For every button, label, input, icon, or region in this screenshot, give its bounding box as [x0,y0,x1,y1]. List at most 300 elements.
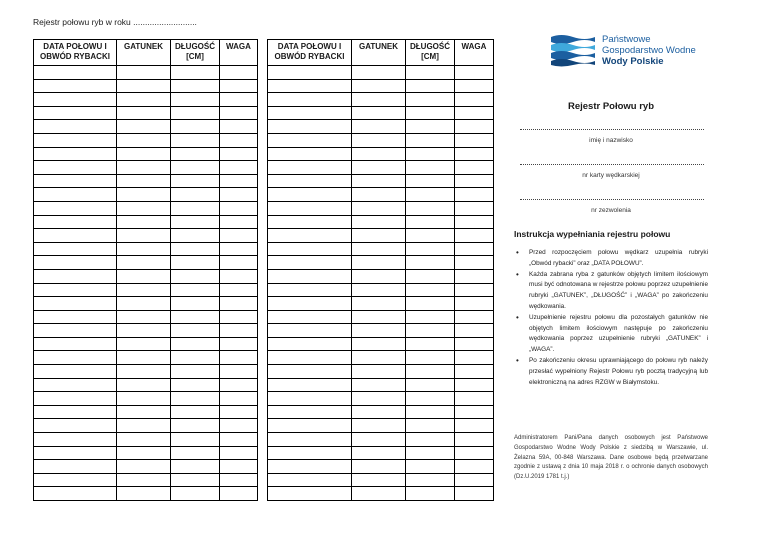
weight-cell[interactable] [220,66,258,80]
weight-cell[interactable] [220,419,258,433]
length-cell[interactable] [171,446,220,460]
length-cell[interactable] [171,242,220,256]
weight-cell[interactable] [455,161,494,175]
length-cell[interactable] [406,93,455,107]
weight-cell[interactable] [455,460,494,474]
length-cell[interactable] [171,215,220,229]
date-district-cell[interactable] [268,324,352,338]
date-district-cell[interactable] [34,256,117,270]
table-row [268,269,494,283]
species-cell[interactable] [352,365,406,379]
length-cell[interactable] [406,106,455,120]
weight-cell[interactable] [220,460,258,474]
length-cell[interactable] [171,147,220,161]
species-cell[interactable] [352,283,406,297]
date-district-cell[interactable] [34,473,117,487]
species-cell[interactable] [117,324,171,338]
table-row [34,229,258,243]
date-district-cell[interactable] [34,147,117,161]
date-district-cell[interactable] [34,93,117,107]
length-cell[interactable] [406,188,455,202]
table-row [34,133,258,147]
weight-cell[interactable] [220,133,258,147]
length-cell[interactable] [171,229,220,243]
species-cell[interactable] [352,446,406,460]
date-district-cell[interactable] [268,392,352,406]
instruction-item: • Przed rozpoczęciem połowu wędkarz uzupełnia rubryki „Obwód rybacki” oraz „DATA POŁOWU”. [514,248,708,270]
length-cell[interactable] [171,120,220,134]
length-cell[interactable] [406,405,455,419]
permit-fill-line[interactable] [520,199,704,200]
instructions-list [514,248,708,388]
date-district-cell[interactable] [34,66,117,80]
date-district-cell[interactable] [34,378,117,392]
logo-text-line3: Wody Polskie [602,55,664,67]
weight-cell[interactable] [220,324,258,338]
length-cell[interactable] [171,174,220,188]
permit-caption: nr zezwolenia [591,207,631,214]
weight-cell[interactable] [220,433,258,447]
weight-cell[interactable] [455,201,494,215]
length-cell[interactable] [171,161,220,175]
species-cell[interactable] [352,161,406,175]
species-cell[interactable] [117,365,171,379]
species-cell[interactable] [117,66,171,80]
weight-cell[interactable] [220,229,258,243]
date-district-cell[interactable] [34,365,117,379]
weight-cell[interactable] [455,79,494,93]
species-cell[interactable] [117,256,171,270]
weight-cell[interactable] [220,378,258,392]
weight-cell[interactable] [455,297,494,311]
weight-cell[interactable] [220,297,258,311]
species-cell[interactable] [117,242,171,256]
species-cell[interactable] [352,93,406,107]
length-cell[interactable] [406,378,455,392]
weight-cell[interactable] [455,242,494,256]
table-row [268,324,494,338]
date-district-cell[interactable] [268,283,352,297]
date-district-cell[interactable] [268,337,352,351]
species-cell[interactable] [117,174,171,188]
species-cell[interactable] [352,120,406,134]
weight-cell[interactable] [455,324,494,338]
length-cell[interactable] [171,419,220,433]
species-cell[interactable] [352,229,406,243]
table-row [268,161,494,175]
date-district-cell[interactable] [268,256,352,270]
species-cell[interactable] [352,133,406,147]
date-district-cell[interactable] [268,269,352,283]
table-row [268,405,494,419]
length-cell[interactable] [171,256,220,270]
species-cell[interactable] [117,392,171,406]
table-row [34,460,258,474]
table-row [268,460,494,474]
weight-cell[interactable] [220,283,258,297]
table-row [268,242,494,256]
weight-cell[interactable] [220,215,258,229]
date-district-cell[interactable] [34,337,117,351]
table-row [34,378,258,392]
weight-cell[interactable] [455,93,494,107]
weight-cell[interactable] [455,120,494,134]
species-cell[interactable] [117,460,171,474]
length-cell[interactable] [406,419,455,433]
date-district-cell[interactable] [34,161,117,175]
species-cell[interactable] [117,405,171,419]
length-cell[interactable] [171,79,220,93]
species-cell[interactable] [352,324,406,338]
table-row [268,215,494,229]
species-cell[interactable] [117,433,171,447]
length-cell[interactable] [171,297,220,311]
length-cell[interactable] [171,460,220,474]
table-row [268,106,494,120]
species-cell[interactable] [117,147,171,161]
table-row [268,79,494,93]
length-cell[interactable] [406,433,455,447]
date-district-cell[interactable] [34,283,117,297]
weight-cell[interactable] [220,487,258,501]
instruction-item: • Każda zabrana ryba z gatunków objętych limitem ilościowym musi być odnotowana w rejestrze połowu poprzez uzupełnienie rubryki „GATUNEK”, „DŁUGOŚĆ” i „WAGA” po zakończeniu wędkowania. [514,270,708,313]
table-row [268,256,494,270]
weight-cell[interactable] [455,473,494,487]
table-row [34,174,258,188]
species-cell[interactable] [352,201,406,215]
date-district-cell[interactable] [34,310,117,324]
species-cell[interactable] [117,188,171,202]
date-district-cell[interactable] [268,419,352,433]
species-cell[interactable] [117,378,171,392]
species-cell[interactable] [352,147,406,161]
length-cell[interactable] [406,147,455,161]
name-fill-line[interactable] [520,129,704,130]
length-cell[interactable] [406,201,455,215]
length-cell[interactable] [171,201,220,215]
table-row [268,473,494,487]
weight-cell[interactable] [220,188,258,202]
species-cell[interactable] [352,487,406,501]
species-cell[interactable] [117,229,171,243]
weight-cell[interactable] [455,351,494,365]
date-district-cell[interactable] [34,297,117,311]
species-cell[interactable] [352,433,406,447]
weight-cell[interactable] [455,310,494,324]
length-cell[interactable] [171,351,220,365]
weight-cell[interactable] [220,269,258,283]
length-cell[interactable] [406,133,455,147]
date-district-cell[interactable] [34,419,117,433]
length-cell[interactable] [406,283,455,297]
date-district-cell[interactable] [268,433,352,447]
date-district-cell[interactable] [268,201,352,215]
date-district-cell[interactable] [34,242,117,256]
weight-cell[interactable] [455,405,494,419]
table-row [268,392,494,406]
weight-cell[interactable] [220,310,258,324]
weight-cell[interactable] [220,106,258,120]
length-cell[interactable] [171,378,220,392]
length-cell[interactable] [406,446,455,460]
header-weight: WAGA [455,40,494,66]
length-cell[interactable] [171,133,220,147]
species-cell[interactable] [117,201,171,215]
date-district-cell[interactable] [268,120,352,134]
length-cell[interactable] [406,215,455,229]
date-district-cell[interactable] [34,174,117,188]
date-district-cell[interactable] [268,133,352,147]
table-header-row [34,40,258,66]
length-cell[interactable] [406,256,455,270]
date-district-cell[interactable] [34,269,117,283]
length-cell[interactable] [406,460,455,474]
weight-cell[interactable] [220,201,258,215]
table-row [34,473,258,487]
species-cell[interactable] [117,351,171,365]
species-cell[interactable] [352,188,406,202]
species-cell[interactable] [352,242,406,256]
weight-cell[interactable] [455,487,494,501]
table-row [34,120,258,134]
table-row [34,215,258,229]
length-cell[interactable] [406,297,455,311]
weight-cell[interactable] [455,106,494,120]
date-district-cell[interactable] [34,229,117,243]
weight-cell[interactable] [220,256,258,270]
weight-cell[interactable] [455,269,494,283]
length-cell[interactable] [406,242,455,256]
weight-cell[interactable] [455,365,494,379]
weight-cell[interactable] [455,188,494,202]
length-cell[interactable] [171,310,220,324]
weight-cell[interactable] [455,229,494,243]
weight-cell[interactable] [455,66,494,80]
species-cell[interactable] [117,446,171,460]
date-district-cell[interactable] [34,324,117,338]
table-header-row [268,40,494,66]
length-cell[interactable] [406,473,455,487]
species-cell[interactable] [352,351,406,365]
species-cell[interactable] [352,460,406,474]
length-cell[interactable] [171,337,220,351]
weight-cell[interactable] [455,337,494,351]
species-cell[interactable] [352,392,406,406]
species-cell[interactable] [352,419,406,433]
length-cell[interactable] [171,473,220,487]
species-cell[interactable] [117,93,171,107]
species-cell[interactable] [352,337,406,351]
date-district-cell[interactable] [268,93,352,107]
length-cell[interactable] [406,337,455,351]
weight-cell[interactable] [455,283,494,297]
species-cell[interactable] [117,133,171,147]
date-district-cell[interactable] [34,188,117,202]
length-cell[interactable] [171,392,220,406]
length-cell[interactable] [406,392,455,406]
species-cell[interactable] [352,215,406,229]
weight-cell[interactable] [455,174,494,188]
length-cell[interactable] [406,351,455,365]
weight-cell[interactable] [455,419,494,433]
weight-cell[interactable] [455,133,494,147]
table-row [34,79,258,93]
date-district-cell[interactable] [268,188,352,202]
date-district-cell[interactable] [268,351,352,365]
weight-cell[interactable] [220,337,258,351]
species-cell[interactable] [352,310,406,324]
date-district-cell[interactable] [268,310,352,324]
weight-cell[interactable] [455,215,494,229]
species-cell[interactable] [117,120,171,134]
weight-cell[interactable] [455,378,494,392]
weight-cell[interactable] [455,446,494,460]
table-row [268,93,494,107]
length-cell[interactable] [171,269,220,283]
length-cell[interactable] [171,66,220,80]
table-row [268,365,494,379]
date-district-cell[interactable] [268,378,352,392]
date-district-cell[interactable] [268,215,352,229]
weight-cell[interactable] [220,392,258,406]
length-cell[interactable] [406,66,455,80]
species-cell[interactable] [352,66,406,80]
weight-cell[interactable] [220,351,258,365]
table-row [34,310,258,324]
species-cell[interactable] [117,487,171,501]
species-cell[interactable] [352,174,406,188]
length-cell[interactable] [171,433,220,447]
length-cell[interactable] [171,405,220,419]
table-row [268,201,494,215]
date-district-cell[interactable] [34,215,117,229]
date-district-cell[interactable] [34,201,117,215]
species-cell[interactable] [352,269,406,283]
fishing-card-fill-line[interactable] [520,164,704,165]
species-cell[interactable] [352,473,406,487]
weight-cell[interactable] [220,161,258,175]
weight-cell[interactable] [220,93,258,107]
table-row [34,324,258,338]
date-district-cell[interactable] [268,405,352,419]
weight-cell[interactable] [455,256,494,270]
date-district-cell[interactable] [268,446,352,460]
species-cell[interactable] [352,297,406,311]
length-cell[interactable] [171,188,220,202]
length-cell[interactable] [406,120,455,134]
species-cell[interactable] [352,405,406,419]
length-cell[interactable] [406,161,455,175]
species-cell[interactable] [352,79,406,93]
weight-cell[interactable] [455,147,494,161]
date-district-cell[interactable] [268,174,352,188]
date-district-cell[interactable] [268,66,352,80]
logo-text-line1: Państwowe [602,33,651,45]
weight-cell[interactable] [455,392,494,406]
species-cell[interactable] [352,256,406,270]
length-cell[interactable] [406,310,455,324]
species-cell[interactable] [352,106,406,120]
date-district-cell[interactable] [268,297,352,311]
date-district-cell[interactable] [34,405,117,419]
table-row [268,297,494,311]
length-cell[interactable] [171,106,220,120]
table-row [34,161,258,175]
length-cell[interactable] [171,283,220,297]
species-cell[interactable] [117,106,171,120]
date-district-cell[interactable] [268,460,352,474]
species-cell[interactable] [117,269,171,283]
date-district-cell[interactable] [34,133,117,147]
date-district-cell[interactable] [268,106,352,120]
date-district-cell[interactable] [268,365,352,379]
species-cell[interactable] [117,161,171,175]
date-district-cell[interactable] [268,229,352,243]
weight-cell[interactable] [220,79,258,93]
species-cell[interactable] [117,283,171,297]
weight-cell[interactable] [220,446,258,460]
weight-cell[interactable] [220,405,258,419]
date-district-cell[interactable] [268,79,352,93]
table-row [268,147,494,161]
date-district-cell[interactable] [34,392,117,406]
date-district-cell[interactable] [268,147,352,161]
length-cell[interactable] [406,365,455,379]
species-cell[interactable] [352,378,406,392]
weight-cell[interactable] [220,120,258,134]
date-district-cell[interactable] [268,242,352,256]
species-cell[interactable] [117,419,171,433]
species-cell[interactable] [117,215,171,229]
date-district-cell[interactable] [268,487,352,501]
weight-cell[interactable] [220,242,258,256]
date-district-cell[interactable] [34,106,117,120]
date-district-cell[interactable] [34,446,117,460]
weight-cell[interactable] [220,365,258,379]
table-row [34,392,258,406]
date-district-cell[interactable] [34,351,117,365]
weight-cell[interactable] [220,147,258,161]
length-cell[interactable] [406,324,455,338]
date-district-cell[interactable] [268,161,352,175]
length-cell[interactable] [406,269,455,283]
date-district-cell[interactable] [268,473,352,487]
species-cell[interactable] [117,310,171,324]
date-district-cell[interactable] [34,460,117,474]
length-cell[interactable] [406,79,455,93]
length-cell[interactable] [171,365,220,379]
date-district-cell[interactable] [34,79,117,93]
length-cell[interactable] [406,229,455,243]
species-cell[interactable] [117,337,171,351]
date-district-cell[interactable] [34,433,117,447]
length-cell[interactable] [171,93,220,107]
table-row [34,93,258,107]
species-cell[interactable] [117,473,171,487]
length-cell[interactable] [171,487,220,501]
date-district-cell[interactable] [34,487,117,501]
length-cell[interactable] [406,487,455,501]
species-cell[interactable] [117,79,171,93]
length-cell[interactable] [171,324,220,338]
weight-cell[interactable] [220,473,258,487]
weight-cell[interactable] [455,433,494,447]
length-cell[interactable] [406,174,455,188]
species-cell[interactable] [117,297,171,311]
weight-cell[interactable] [220,174,258,188]
header-date-district: DATA POŁOWU I OBWÓD RYBACKI [34,40,117,66]
date-district-cell[interactable] [34,120,117,134]
